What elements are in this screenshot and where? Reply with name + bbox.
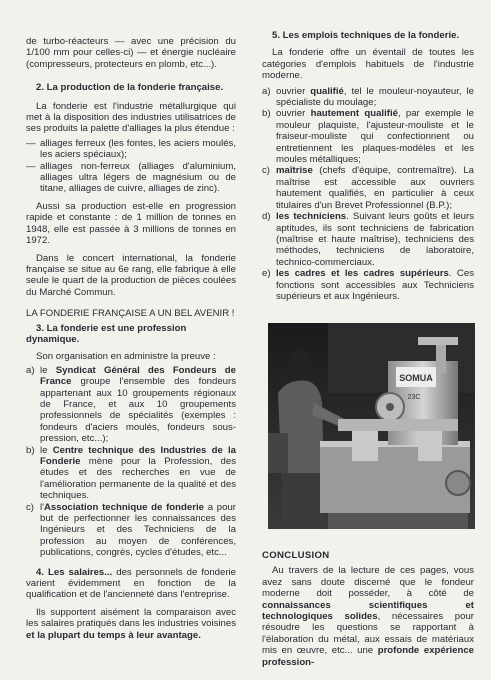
list-item: a) le Syndicat Général des Fondeurs de France groupe l'ensemble des fondeurs appartenant aux 10 groupements régionaux de France, et aux 10 groupements professionnels de spécialités (exemples : fondeurs d'aciers moulés, fondeurs sous-pression, etc...); <box>26 364 236 445</box>
list-item: e) les cadres et les cadres supérieurs. Ces fonctions sont accessibles aux Techniciens supérieurs et aux Ingénieurs. <box>262 268 474 302</box>
list-item: a) ouvrier qualifié, tel le mouleur-noyauteur, le spécialiste du moulage; <box>262 85 474 109</box>
section-2-heading: 2. La production de la fonderie française. <box>36 82 224 94</box>
conclusion-heading: CONCLUSION <box>262 550 330 561</box>
machine-brand-label: SOMUA <box>399 373 433 383</box>
list-item: c) maîtrise (chefs d'équipe, contremaître). La maîtrise est accessible aux ouvriers hautement qualifiés, en particulier à ceux titulaires d'un Brevet Professionnel (B.P.); <box>262 165 474 211</box>
list-item: — alliages non-ferreux (alliages d'aluminium, alliages ultra légers de magnésium ou de titane, alliages de cuivre, alliages de zinc). <box>26 160 236 195</box>
list-item: d) les techniciens. Suivant leurs goûts et leurs aptitudes, ils sont techniciens de fabrication (maîtrise et haute maîtrise), techniciens des méthodes, techniciens de laboratoire, technico-commerciaux. <box>262 211 474 268</box>
right-column <box>262 0 474 302</box>
foundry-machine-photo <box>268 323 475 529</box>
section-3-paragraph-1: Son organisation en administre la preuve : <box>36 351 216 363</box>
section-4-paragraph-1: 4. Les salaires... des personnels de fonderie varient évidemment en fonction de la qualification et de l'ancienneté dans l'entreprise. <box>26 566 236 601</box>
section-2-paragraph-1: La fonderie est l'industrie métallurgique qui met à la disposition des industries utilisatrices de ses produits la palette d'alliages la plus étendue : <box>26 100 236 135</box>
list-item: c) l'Association technique de fonderie a pour but de perfectionner les connaissances des Ingénieurs et des Techniciens de la profession au moyen de conférences, publications, congrès, cycles d'études, etc... <box>26 501 236 559</box>
left-column <box>26 0 236 641</box>
intro-paragraph: de turbo-réacteurs — avec une précision du 1/100 mm pour celles-ci) — et énergie nucléaire (compresseurs, protecteurs en plomb, etc...). <box>26 36 236 70</box>
section-3-heading: 3. La fonderie est une profession dynamique. <box>26 322 187 345</box>
section-4-heading: 4. Les salaires... <box>36 566 113 578</box>
conclusion-section <box>262 550 474 668</box>
list-item: b) le Centre technique des Industries de la Fonderie mène pour la Profession, des études et des recherches en vue de l'amélioration permanente de la qualité et des techniques. <box>26 444 236 502</box>
photo-illustration <box>268 323 475 529</box>
section-5-heading: 5. Les emplois techniques de la fonderie. <box>272 30 460 41</box>
machine-model-label: 23C <box>407 394 421 401</box>
list-item: — alliages ferreux (les fontes, les aciers moulés, les aciers spéciaux); <box>26 137 236 161</box>
list-item: b) ouvrier hautement qualifié, par exemple le mouleur plaquiste, l'ajusteur-mouliste et le fraiseur-mouliste qui confectionnent ou entretiennent les plaques-modèles et les moules métalliques; <box>262 108 474 166</box>
section-2-paragraph-3: Dans le concert international, la fonderie française se situe au 6e rang, elle fabrique à elle seule le quart de la production de pièces coulées du Marché Commun. <box>26 252 236 298</box>
section-5-paragraph-1: La fonderie offre un éventail de toutes les catégories d'emplois habituels de l'industrie moderne. <box>262 47 474 82</box>
conclusion-paragraph: Au travers de la lecture de ces pages, vous avez sans doute discerné que le fondeur moderne doit posséder, à côté de connaissances scientifiques et technologiques solides, nécessaires pour résoudre les questions se rapportant à l'élaboration du métal, aux essais de matériaux mis en œuvre, etc... une profonde expérience profession- <box>262 565 474 668</box>
section-4-paragraph-2: Ils supportent aisément la comparaison avec les salaires pratiqués dans les industries voisines et la plupart du temps à leur avantage. <box>26 606 236 641</box>
avenir-statement: LA FONDERIE FRANÇAISE A UN BEL AVENIR ! <box>26 308 235 320</box>
section-2-paragraph-2: Aussi sa production est-elle en progression rapide et constante : de 1 million de tonnes en 1948, elle est passée à 3 millions de tonnes en 1972. <box>26 200 236 247</box>
